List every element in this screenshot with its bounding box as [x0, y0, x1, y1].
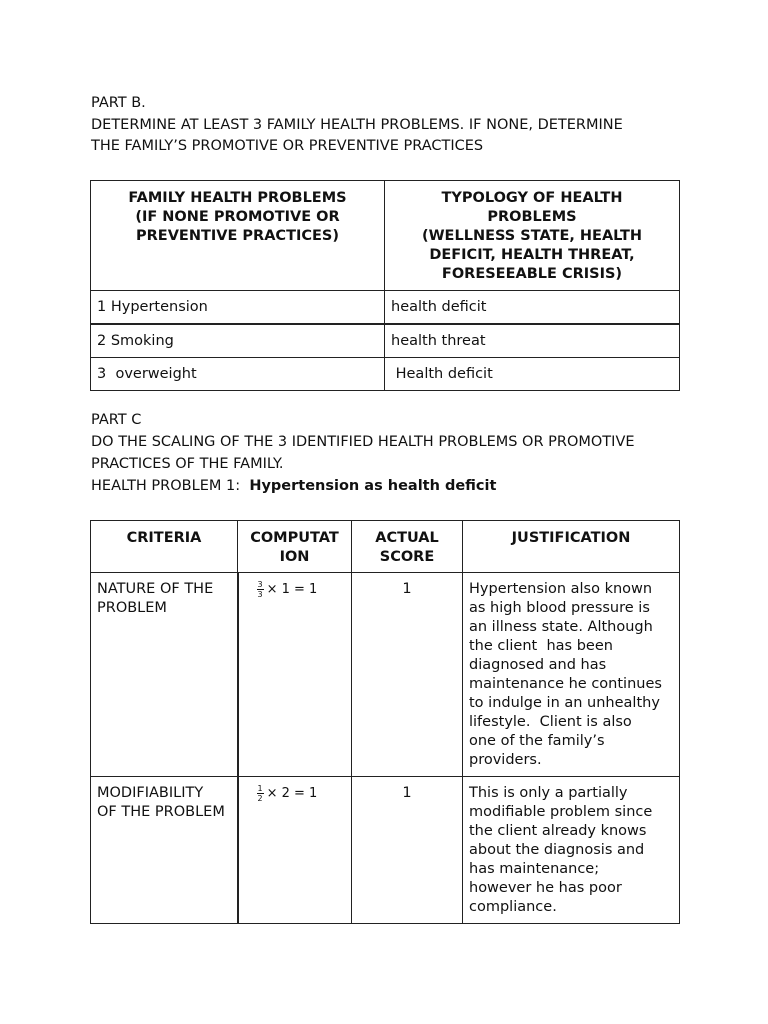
criteria-cell: MODIFIABILITY OF THE PROBLEM [91, 777, 238, 924]
score-cell: 1 [352, 573, 463, 777]
header-family-health-problems: FAMILY HEALTH PROBLEMS (IF NONE PROMOTIVE OR PREVENTIVE PRACTICES) [91, 181, 385, 291]
criteria-cell: NATURE OF THE PROBLEM [91, 573, 238, 777]
table-row [91, 358, 680, 391]
table-row [91, 324, 680, 358]
header-criteria: CRITERIA [91, 521, 238, 573]
problem-cell: 2 Smoking [91, 324, 385, 358]
fraction: $\frac{3}{3}$ [257, 580, 263, 599]
score-cell: 1 [352, 777, 463, 924]
health-problem-heading [91, 476, 496, 497]
computation-cell: $\frac{3}{3}$ × 1 = 1 [238, 573, 352, 777]
part-c-instruction-line2: PRACTICES OF THE FAMILY. [91, 456, 284, 472]
family-health-problems-table [90, 180, 680, 391]
fraction: $\frac{1}{2}$ [257, 784, 263, 803]
justification-cell: This is only a partially modifiable problem since the client already knows about the diagnosis and has maintenance; however he has poor compliance. [463, 777, 680, 924]
problem-cell: 1 Hypertension [91, 291, 385, 325]
scaling-table [90, 520, 680, 924]
part-b-instruction-line1: DETERMINE AT LEAST 3 FAMILY HEALTH PROBLEMS. IF NONE, DETERMINE [91, 117, 623, 133]
justification-cell: Hypertension also known as high blood pressure is an illness state. Although the client has been diagnosed and has maintenance he continues to indulge in an unhealthy lifestyle. Client is also one of the family’s providers. [463, 573, 680, 777]
table-header-row [91, 521, 680, 573]
table-header-row [91, 181, 680, 291]
part-b-title: PART B. [91, 95, 146, 111]
health-problem-label: HEALTH PROBLEM 1: [91, 478, 241, 494]
typology-cell: health threat [385, 324, 680, 358]
computation-cell: $\frac{1}{2}$ × 2 = 1 [238, 777, 352, 924]
part-c-instruction-line1: DO THE SCALING OF THE 3 IDENTIFIED HEALTH PROBLEMS OR PROMOTIVE [91, 434, 635, 450]
part-b-instruction-line2: THE FAMILY’S PROMOTIVE OR PREVENTIVE PRACTICES [91, 138, 484, 154]
typology-cell: Health deficit [385, 358, 680, 391]
part-c-title: PART C [91, 412, 142, 428]
problem-cell: 3 overweight [91, 358, 385, 391]
typology-cell: health deficit [385, 291, 680, 325]
header-actual-score: ACTUAL SCORE [352, 521, 463, 573]
table-row [91, 291, 680, 325]
health-problem-value: Hypertension as health deficit [249, 478, 497, 494]
header-justification: JUSTIFICATION [463, 521, 680, 573]
table-row [91, 573, 680, 777]
table-row [91, 777, 680, 924]
header-typology: TYPOLOGY OF HEALTH PROBLEMS (WELLNESS STATE, HEALTH DEFICIT, HEALTH THREAT, FORESEEABLE CRISIS) [385, 181, 680, 291]
header-computation: COMPUTAT ION [238, 521, 352, 573]
